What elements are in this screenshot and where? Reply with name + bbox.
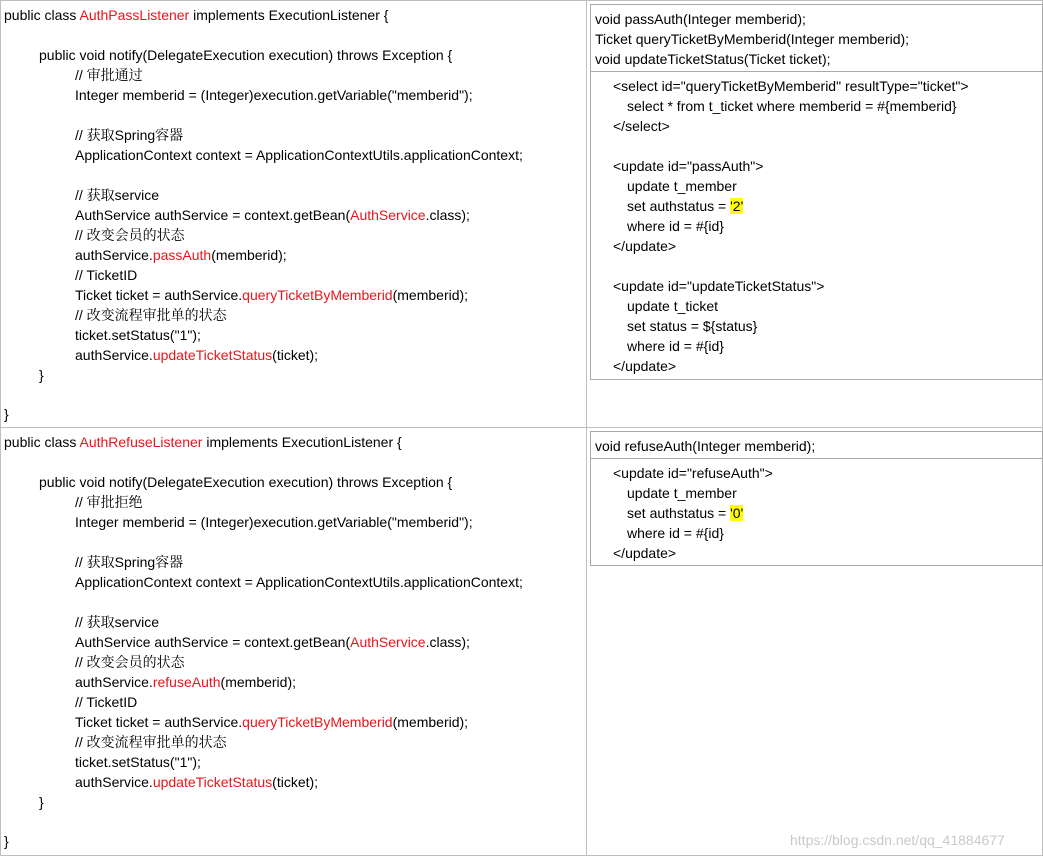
xml-line: update t_member [627, 178, 737, 194]
xml-line: set status = ${status} [627, 318, 758, 334]
xml-line: where id = #{id} [627, 218, 724, 234]
highlighted-value: '0' [730, 505, 744, 521]
code-line: Integer memberid = (Integer)execution.getVariable("memberid"); [75, 514, 473, 530]
xml-line: where id = #{id} [627, 338, 724, 354]
xml-line: select * from t_ticket where memberid = #{memberid} [627, 98, 957, 114]
code-line: ApplicationContext context = ApplicationContextUtils.applicationContext; [75, 147, 523, 163]
code-comment: // 审批通过 [75, 67, 143, 83]
code-line: } [4, 406, 9, 422]
code-line: } [39, 794, 44, 810]
code-line: authService.refuseAuth(memberid); [75, 674, 297, 690]
code-comment: // TicketID [75, 694, 138, 710]
code-comment: // 获取service [75, 614, 160, 630]
xml-line: </update> [613, 238, 677, 254]
xml-line: </select> [613, 118, 670, 134]
code-line: } [39, 367, 44, 383]
class-name: AuthRefuseListener [79, 434, 203, 450]
code-line: public void notify(DelegateExecution execution) throws Exception { [39, 47, 453, 63]
xml-line: <update id="refuseAuth"> [613, 465, 773, 481]
code-line: } [4, 833, 9, 849]
code-comment: // 改变流程审批单的状态 [75, 307, 227, 323]
xml-line: update t_member [627, 485, 737, 501]
highlighted-value: '2' [730, 198, 744, 214]
code-line: authService.updateTicketStatus(ticket); [75, 774, 319, 790]
xml-line: </update> [613, 358, 677, 374]
code-comment: // TicketID [75, 267, 138, 283]
xml-line: set authstatus = '2' [627, 198, 744, 214]
class-name: AuthPassListener [79, 7, 190, 23]
interface-method: Ticket queryTicketByMemberid(Integer memberid); [595, 31, 910, 47]
refuse-interface-box [590, 431, 1043, 566]
code-line: authService.passAuth(memberid); [75, 247, 287, 263]
code-comment: // 获取service [75, 187, 160, 203]
code-line: public void notify(DelegateExecution execution) throws Exception { [39, 474, 453, 490]
code-comment: // 改变流程审批单的状态 [75, 734, 227, 750]
code-line: ticket.setStatus("1"); [75, 327, 201, 343]
code-line: Integer memberid = (Integer)execution.getVariable("memberid"); [75, 87, 473, 103]
code-comment: // 获取Spring容器 [75, 127, 184, 143]
interface-method: void refuseAuth(Integer memberid); [595, 438, 816, 454]
code-comment: // 改变会员的状态 [75, 654, 185, 670]
code-line: ApplicationContext context = ApplicationContextUtils.applicationContext; [75, 574, 523, 590]
xml-line: <update id="passAuth"> [613, 158, 764, 174]
code-line: public class AuthRefuseListener implements ExecutionListener { [4, 434, 402, 450]
xml-line: set authstatus = '0' [627, 505, 744, 521]
interface-method: void updateTicketStatus(Ticket ticket); [595, 51, 831, 67]
xml-line: <select id="queryTicketByMemberid" resultType="ticket"> [613, 78, 969, 94]
code-line: AuthService authService = context.getBean(AuthService.class); [75, 634, 470, 650]
code-line: ticket.setStatus("1"); [75, 754, 201, 770]
code-comment: // 改变会员的状态 [75, 227, 185, 243]
xml-line: <update id="updateTicketStatus"> [613, 278, 825, 294]
xml-line: </update> [613, 545, 677, 561]
code-line: AuthService authService = context.getBean(AuthService.class); [75, 207, 470, 223]
watermark: https://blog.csdn.net/qq_41884677 [790, 832, 1005, 848]
divider [591, 71, 1042, 72]
code-comment: // 审批拒绝 [75, 494, 143, 510]
divider [591, 458, 1042, 459]
interface-method: void passAuth(Integer memberid); [595, 11, 806, 27]
code-comment: // 获取Spring容器 [75, 554, 184, 570]
code-line: Ticket ticket = authService.queryTicketByMemberid(memberid); [75, 287, 469, 303]
code-line: authService.updateTicketStatus(ticket); [75, 347, 319, 363]
code-line: public class AuthPassListener implements ExecutionListener { [4, 7, 389, 23]
code-line: Ticket ticket = authService.queryTicketByMemberid(memberid); [75, 714, 469, 730]
xml-line: where id = #{id} [627, 525, 724, 541]
pass-interface-box [590, 4, 1043, 380]
xml-line: update t_ticket [627, 298, 719, 314]
